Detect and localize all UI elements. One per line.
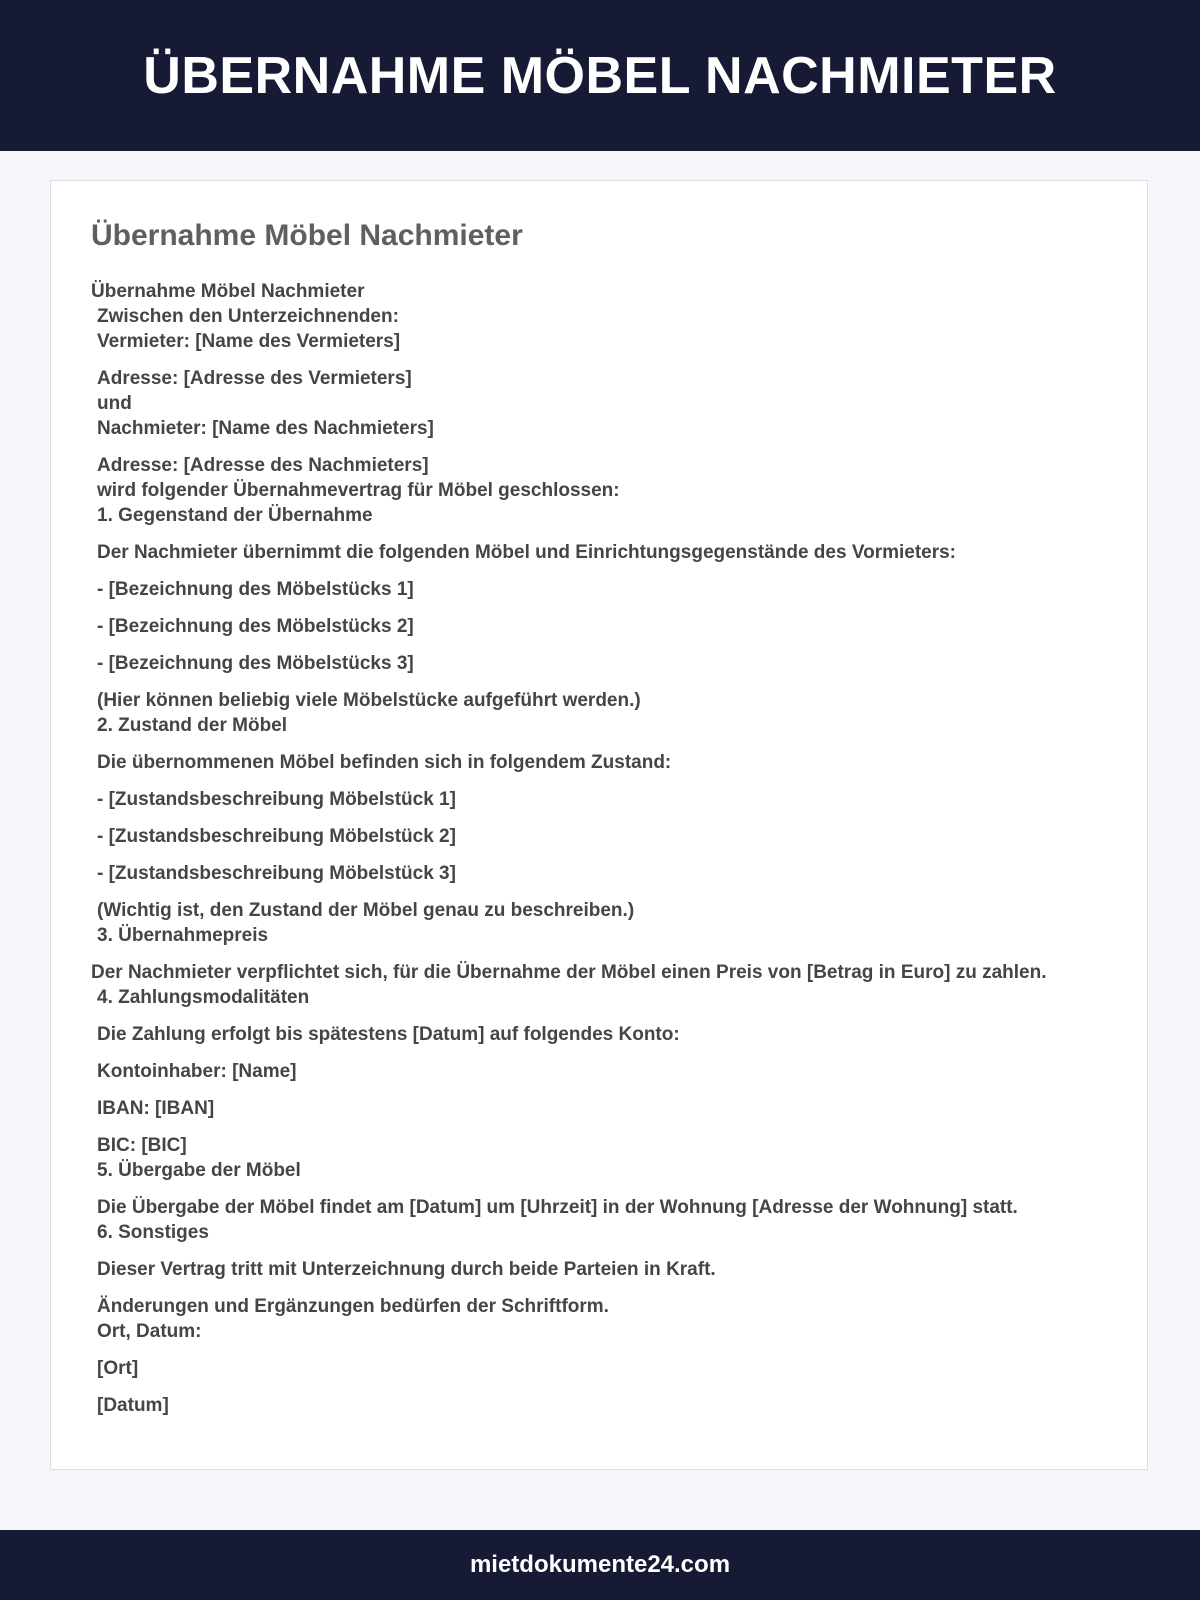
doc-line-section4-text: Die Zahlung erfolgt bis spätestens [Datum] auf folgendes Konto: xyxy=(97,1024,680,1045)
doc-line-section2-text: Die übernommenen Möbel befinden sich in folgendem Zustand: xyxy=(97,752,672,773)
doc-line-place: [Ort] xyxy=(97,1358,139,1379)
doc-line-section3-text: Der Nachmieter verpflichtet sich, für die Übernahme der Möbel einen Preis von [Betrag in Euro] zu zahlen. xyxy=(91,962,1047,983)
doc-line-tenant-address: Adresse: [Adresse des Nachmieters] xyxy=(97,455,429,476)
document-card xyxy=(50,180,1148,1470)
doc-line-section1-text: Der Nachmieter übernimmt die folgenden Möbel und Einrichtungsgegenstände des Vormieters: xyxy=(97,542,957,563)
doc-line-and: und xyxy=(97,393,132,414)
section-heading-6: 6. Sonstiges xyxy=(97,1222,209,1243)
doc-line-date: [Datum] xyxy=(97,1395,169,1416)
doc-line-section1-note: (Hier können beliebig viele Möbelstücke aufgeführt werden.) xyxy=(97,690,641,711)
doc-line-place-date-label: Ort, Datum: xyxy=(97,1321,202,1342)
doc-line-landlord-address: Adresse: [Adresse des Vermieters] xyxy=(97,368,412,389)
doc-line-contract-intro: wird folgender Übernahmevertrag für Möbel geschlossen: xyxy=(97,480,620,501)
document-body xyxy=(91,279,1131,1418)
doc-line-tenant-name: Nachmieter: [Name des Nachmieters] xyxy=(97,418,434,439)
furniture-item-1: - [Bezeichnung des Möbelstücks 1] xyxy=(97,579,414,600)
doc-line-section6-text: Dieser Vertrag tritt mit Unterzeichnung durch beide Parteien in Kraft. xyxy=(97,1259,716,1280)
furniture-item-3: - [Bezeichnung des Möbelstücks 3] xyxy=(97,653,414,674)
section-heading-2: 2. Zustand der Möbel xyxy=(97,715,288,736)
doc-line-bic: BIC: [BIC] xyxy=(97,1135,187,1156)
page-footer xyxy=(0,1530,1200,1600)
doc-line-account-holder: Kontoinhaber: [Name] xyxy=(97,1061,297,1082)
section-heading-4: 4. Zahlungsmodalitäten xyxy=(97,987,310,1008)
doc-line-section2-note: (Wichtig ist, den Zustand der Möbel genau zu beschreiben.) xyxy=(97,900,635,921)
doc-line-written-form: Änderungen und Ergänzungen bedürfen der Schriftform. xyxy=(97,1296,609,1317)
doc-line-heading: Übernahme Möbel Nachmieter xyxy=(91,281,365,302)
footer-site-link[interactable]: mietdokumente24.com xyxy=(469,1551,731,1578)
doc-line-iban: IBAN: [IBAN] xyxy=(97,1098,215,1119)
doc-line-landlord-name: Vermieter: [Name des Vermieters] xyxy=(97,331,401,352)
doc-line-section5-text: Die Übergabe der Möbel findet am [Datum] um [Uhrzeit] in der Wohnung [Adresse der Wohnung] statt. xyxy=(97,1197,1018,1218)
section-heading-5: 5. Übergabe der Möbel xyxy=(97,1160,301,1181)
condition-item-2: - [Zustandsbeschreibung Möbelstück 2] xyxy=(97,826,456,847)
section-heading-3: 3. Übernahmepreis xyxy=(97,925,269,946)
page-heading: ÜBERNAHME MÖBEL NACHMIETER xyxy=(143,46,1057,105)
doc-line-parties-intro: Zwischen den Unterzeichnenden: xyxy=(97,306,399,327)
page-header xyxy=(0,0,1200,151)
condition-item-3: - [Zustandsbeschreibung Möbelstück 3] xyxy=(97,863,456,884)
document-title: Übernahme Möbel Nachmieter xyxy=(91,219,523,252)
section-heading-1: 1. Gegenstand der Übernahme xyxy=(97,505,373,526)
furniture-item-2: - [Bezeichnung des Möbelstücks 2] xyxy=(97,616,414,637)
condition-item-1: - [Zustandsbeschreibung Möbelstück 1] xyxy=(97,789,456,810)
